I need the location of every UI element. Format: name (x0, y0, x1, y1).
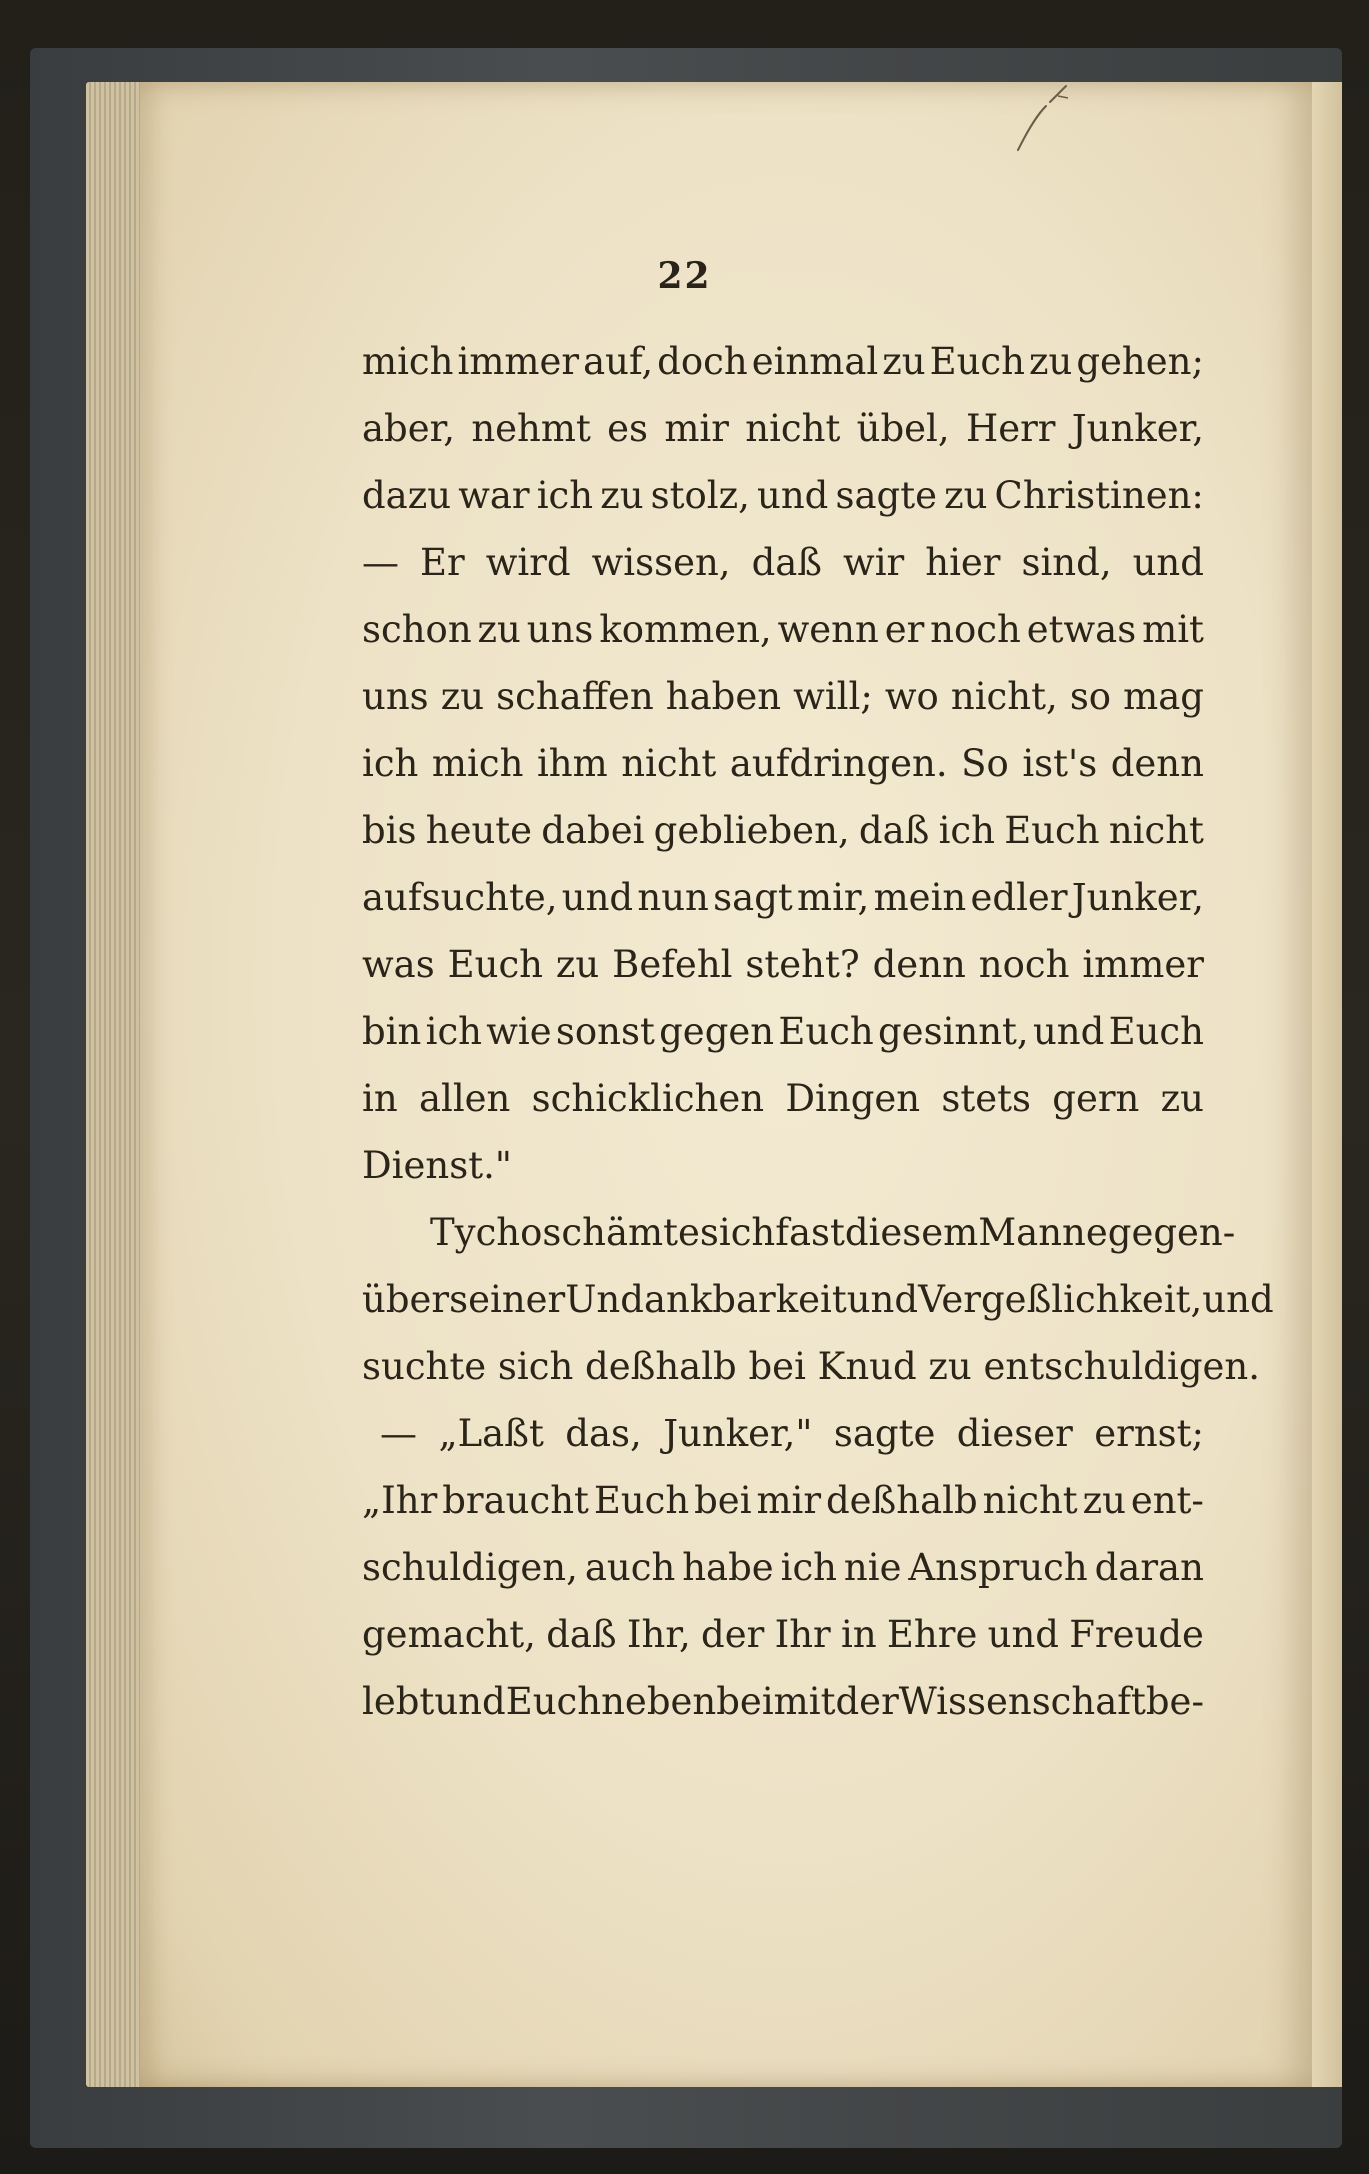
word: nicht (1108, 809, 1204, 852)
word: „Ihr (362, 1479, 438, 1522)
word: hier (925, 541, 1001, 584)
word: zu (944, 474, 988, 517)
text-line: suchte sich deßhalb bei Knud zu entschuldigen. (362, 1345, 1260, 1388)
word: immer (1082, 943, 1204, 986)
word: übel, (856, 407, 950, 450)
word: bis (362, 809, 417, 852)
word: nicht, (950, 675, 1058, 718)
word: das, (565, 1412, 642, 1455)
word: sich (699, 1211, 776, 1254)
word: bin (362, 1010, 422, 1053)
word: dabei (541, 809, 645, 852)
word: auch (584, 1546, 676, 1589)
word: und (757, 474, 829, 517)
next-page-edge (1312, 82, 1342, 2087)
text-line (362, 395, 1204, 462)
word: auf, (583, 340, 654, 383)
word: schon (362, 608, 472, 651)
word: über (362, 1278, 450, 1321)
word: ich (536, 474, 594, 517)
word: Ihr (774, 1613, 831, 1656)
word: geblieben, (653, 809, 850, 852)
text-line (362, 328, 1204, 395)
word: Herr (965, 407, 1056, 450)
word: haben (665, 675, 782, 718)
word: Euch (505, 1680, 602, 1723)
word: war (458, 474, 530, 517)
body-text (362, 328, 1274, 1735)
word: gemacht, (362, 1613, 536, 1656)
word: Euch (447, 943, 544, 986)
word: stets (941, 1077, 1032, 1120)
word: schämte (542, 1211, 700, 1254)
word: lebt (362, 1680, 435, 1723)
word: mich (431, 742, 524, 785)
word: Manne (978, 1211, 1108, 1254)
word: zu (1082, 1479, 1126, 1522)
word: — (362, 541, 399, 584)
word: Ihr, (626, 1613, 691, 1656)
word: nicht (745, 407, 841, 450)
word: Er (420, 541, 465, 584)
text-line (362, 1601, 1204, 1668)
word: Euch (593, 1479, 690, 1522)
page-edges (86, 82, 146, 2087)
word: gehen; (1076, 340, 1204, 383)
word: be- (1145, 1680, 1204, 1723)
word: was (362, 943, 435, 986)
word: mit (773, 1680, 836, 1723)
word: schicklichen (531, 1077, 765, 1120)
word: und (987, 1613, 1059, 1656)
word: Euch (1004, 809, 1100, 852)
word: Christinen: (994, 474, 1204, 517)
pencil-mark-icon (988, 80, 1078, 160)
word: wo (884, 675, 939, 718)
word: daß (858, 809, 930, 852)
word: gegen- (1107, 1211, 1236, 1254)
word: Euch (929, 340, 1025, 383)
word: ent- (1130, 1479, 1204, 1522)
word: ich (425, 1010, 482, 1053)
word: mein (873, 876, 967, 919)
word: so (1069, 675, 1112, 718)
word: zu (1160, 1077, 1204, 1120)
text-line: Dienst." (362, 1144, 512, 1187)
text-line (362, 730, 1204, 797)
word: uns (526, 608, 594, 651)
word: nicht (621, 742, 717, 785)
word: ist's (1022, 742, 1098, 785)
word: — (380, 1412, 417, 1455)
word: Wissenschaft (898, 1680, 1146, 1723)
word: dieser (956, 1412, 1073, 1455)
word: edler (970, 876, 1068, 919)
word: Befehl (612, 943, 733, 986)
word: mir, (797, 876, 870, 919)
word: etwas (1026, 608, 1137, 651)
word: Freude (1069, 1613, 1204, 1656)
text-line (362, 1534, 1204, 1601)
word: Ehre (886, 1613, 978, 1656)
word: er (884, 608, 925, 651)
word: zu (600, 474, 644, 517)
word: doch (657, 340, 748, 383)
word: aufdringen. (729, 742, 948, 785)
word: Euch (1108, 1010, 1204, 1053)
text-line (362, 663, 1204, 730)
word: gern (1052, 1077, 1140, 1120)
word: wenn (777, 608, 879, 651)
word: denn (1110, 742, 1204, 785)
word: gesinnt, (878, 1010, 1029, 1053)
word: schaffen (496, 675, 654, 718)
word: habe (682, 1546, 774, 1589)
word: sind, (1021, 541, 1112, 584)
word: noch (978, 943, 1070, 986)
text-line (362, 1266, 1274, 1333)
word: daß (751, 541, 823, 584)
text-line (362, 1400, 1204, 1467)
word: ihm (536, 742, 608, 785)
word: daran (1094, 1546, 1204, 1589)
page-number: 22 (657, 255, 712, 297)
word: Junker," (663, 1412, 813, 1455)
text-line (362, 1668, 1204, 1735)
word: in (840, 1613, 877, 1656)
word: wird (485, 541, 571, 584)
word: nie (843, 1546, 902, 1589)
text-line (362, 931, 1204, 998)
text-line (362, 797, 1204, 864)
word: sonst (555, 1010, 655, 1053)
word: fast (775, 1211, 845, 1254)
word: zu (477, 608, 521, 651)
word: „Laßt (438, 1412, 544, 1455)
word: es (607, 407, 649, 450)
word: und (846, 1278, 919, 1321)
word: immer (457, 340, 580, 383)
word: mir (664, 407, 729, 450)
word: Euch (778, 1010, 874, 1053)
word: sagte (835, 474, 937, 517)
word: zu (440, 675, 485, 718)
word: der (835, 1680, 899, 1723)
word: ich (938, 809, 995, 852)
word: mir (756, 1479, 822, 1522)
word: noch (930, 608, 1021, 651)
word: nun (637, 876, 709, 919)
word: will; (793, 675, 873, 718)
word: ich (780, 1546, 837, 1589)
word: braucht (442, 1479, 589, 1522)
word: Vergeßlichkeit, (918, 1278, 1203, 1321)
word: aufsuchte, (362, 876, 558, 919)
word: dazu (362, 474, 452, 517)
word: und (561, 876, 634, 919)
text-line (362, 462, 1204, 529)
word: kommen, (599, 608, 772, 651)
word: Junker, (1071, 407, 1204, 450)
text-line (362, 998, 1204, 1065)
word: seiner (449, 1278, 566, 1321)
word: bei (694, 1479, 752, 1522)
word: nebenbei (601, 1680, 774, 1723)
word: der (701, 1613, 765, 1656)
text-line (362, 596, 1204, 663)
text-line (362, 864, 1204, 931)
text-line (362, 1065, 1204, 1132)
word: deßhalb (825, 1479, 978, 1522)
word: sagte (833, 1412, 936, 1455)
word: aber, (362, 407, 456, 450)
word: steht? (745, 943, 860, 986)
word: Anspruch (908, 1546, 1088, 1589)
word: mit (1142, 608, 1204, 651)
word: Tycho (430, 1211, 543, 1254)
word: wie (486, 1010, 552, 1053)
word: gegen (659, 1010, 775, 1053)
word: zu (1029, 340, 1073, 383)
word: Junker, (1071, 876, 1204, 919)
word: sagt (713, 876, 793, 919)
word: in (362, 1077, 398, 1120)
word: schuldigen, (362, 1546, 578, 1589)
word: wissen, (591, 541, 731, 584)
word: mich (362, 340, 454, 383)
word: wir (843, 541, 905, 584)
text-line (362, 1199, 1236, 1266)
word: und (1032, 1010, 1105, 1053)
word: ich (362, 742, 419, 785)
word: Dingen (785, 1077, 921, 1120)
word: einmal (751, 340, 879, 383)
word: stolz, (650, 474, 750, 517)
word: uns (362, 675, 429, 718)
word: allen (418, 1077, 511, 1120)
word: Undankbarkeit (565, 1278, 847, 1321)
word: nicht (982, 1479, 1078, 1522)
text-line (362, 1467, 1204, 1534)
word: zu (882, 340, 926, 383)
word: nehmt (471, 407, 591, 450)
word: zu (555, 943, 600, 986)
word: und (1132, 541, 1204, 584)
text-line (362, 529, 1204, 596)
word: So (961, 742, 1009, 785)
word: daß (546, 1613, 617, 1656)
word: und (434, 1680, 506, 1723)
word: ernst; (1094, 1412, 1204, 1455)
word: heute (425, 809, 533, 852)
word: denn (872, 943, 966, 986)
word: und (1202, 1278, 1274, 1321)
word: diesem (844, 1211, 979, 1254)
word: mag (1123, 675, 1204, 718)
